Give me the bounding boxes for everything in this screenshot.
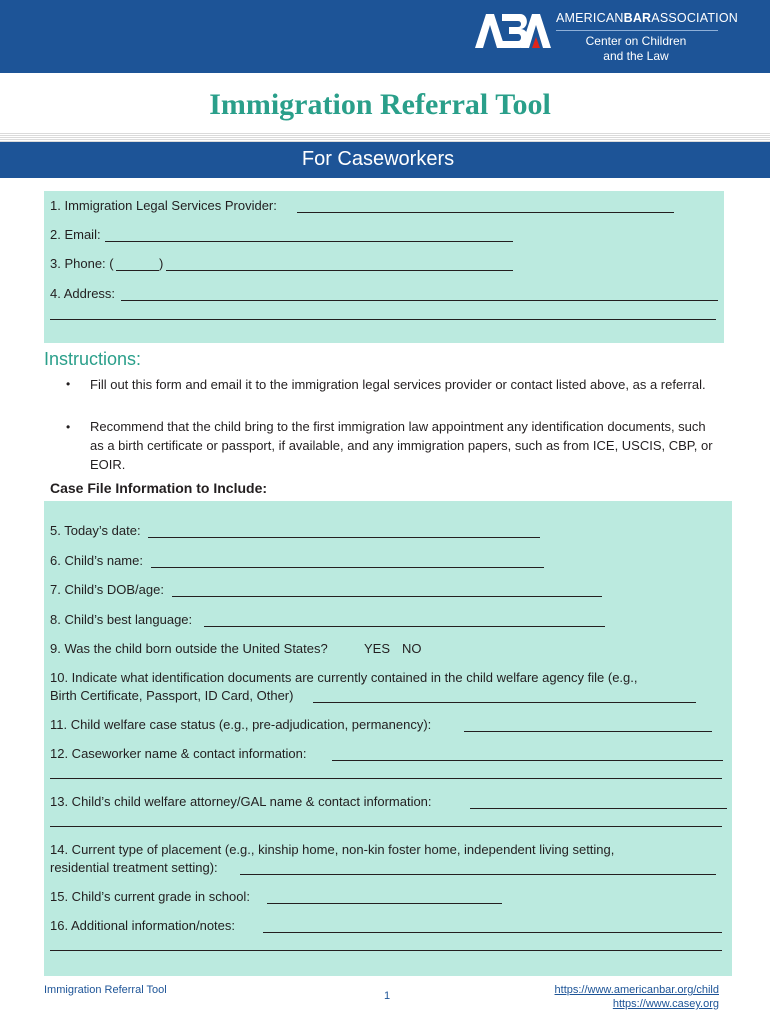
phone-input-line[interactable] (166, 270, 513, 271)
dob-age-input-line[interactable] (172, 596, 602, 597)
attorney-gal-input-line-2[interactable] (50, 826, 722, 827)
field-label-attorney-gal: 13. Child’s child welfare attorney/GAL name & contact information: (50, 794, 432, 809)
field-label-phone: 3. Phone: ( (50, 256, 114, 271)
caseworker-input-line-1[interactable] (332, 760, 723, 761)
todays-date-input-line[interactable] (148, 537, 540, 538)
notes-input-line-2[interactable] (50, 950, 722, 951)
field-label-caseworker: 12. Caseworker name & contact information: (50, 746, 307, 761)
title-divider (0, 132, 770, 142)
aba-logo-icon (475, 10, 551, 50)
bullet-marker: • (66, 377, 71, 391)
org-divider (556, 30, 718, 31)
notes-input-line-1[interactable] (263, 932, 722, 933)
field-label-id-documents: 10. Indicate what identification documents are currently contained in the child welfare agency file (e.g., (50, 670, 638, 685)
field-label-born-outside-us: 9. Was the child born outside the United States? (50, 641, 328, 656)
center-name: Center on Children and the Law (585, 34, 687, 63)
instruction-item: Fill out this form and email it to the immigration legal services provider or contact listed above, as a referral. (90, 377, 706, 392)
instruction-item: Recommend that the child bring to the first immigration law appointment any identification documents, such as a birth certificate or passport, if available, and any immigration papers, such as from ICE, USCIS, CBP, or EOIR. (90, 419, 713, 472)
instructions-heading: Instructions: (44, 349, 142, 369)
childs-name-input-line[interactable] (151, 567, 544, 568)
grade-input-line[interactable] (267, 903, 502, 904)
field-label-email: 2. Email: (50, 227, 101, 242)
attorney-gal-input-line-1[interactable] (470, 808, 727, 809)
address-input-line-2[interactable] (50, 319, 716, 320)
org-name: AMERICANBARASSOCIATION (556, 11, 738, 25)
field-label-case-status: 11. Child welfare case status (e.g., pre-adjudication, permanency): (50, 717, 432, 732)
bullet-marker: • (66, 420, 71, 434)
placement-input-line[interactable] (240, 874, 716, 875)
field-label-provider: 1. Immigration Legal Services Provider: (50, 198, 277, 213)
no-option[interactable]: NO (402, 641, 422, 656)
field-label-id-documents-cont: Birth Certificate, Passport, ID Card, Other) (50, 688, 294, 703)
address-input-line-1[interactable] (121, 300, 718, 301)
field-label-notes: 16. Additional information/notes: (50, 918, 236, 933)
footer-link-americanbar[interactable]: https://www.americanbar.org/child (554, 984, 719, 996)
field-label-address: 4. Address: (50, 286, 116, 301)
field-label-childs-name: 6. Child’s name: (50, 553, 143, 568)
field-label-placement: 14. Current type of placement (e.g., kinship home, non-kin foster home, independent living setting, (50, 842, 615, 857)
subtitle: For Caseworkers (301, 148, 455, 170)
case-file-form-box (44, 501, 732, 976)
field-label-placement-cont: residential treatment setting): (50, 860, 218, 875)
field-label-best-language: 8. Child’s best language: (50, 612, 193, 627)
id-documents-input-line[interactable] (313, 702, 696, 703)
contact-form-box (44, 191, 724, 343)
field-label-dob-age: 7. Child’s DOB/age: (50, 582, 164, 597)
field-label-grade: 15. Child’s current grade in school: (50, 889, 250, 904)
case-file-heading: Case File Information to Include: (50, 480, 268, 496)
case-status-input-line[interactable] (464, 731, 712, 732)
yes-option[interactable]: YES (364, 641, 391, 656)
provider-input-line[interactable] (297, 212, 674, 213)
footer-link-casey[interactable]: https://www.casey.org (612, 998, 719, 1010)
footer-title: Immigration Referral Tool (44, 984, 167, 996)
field-label-phone-close: ) (159, 256, 164, 271)
field-label-todays-date: 5. Today’s date: (50, 523, 141, 538)
page-title: Immigration Referral Tool (209, 88, 551, 121)
page-number: 1 (384, 990, 391, 1002)
email-input-line[interactable] (105, 241, 513, 242)
phone-area-code-line[interactable] (116, 270, 159, 271)
best-language-input-line[interactable] (204, 626, 605, 627)
caseworker-input-line-2[interactable] (50, 778, 722, 779)
